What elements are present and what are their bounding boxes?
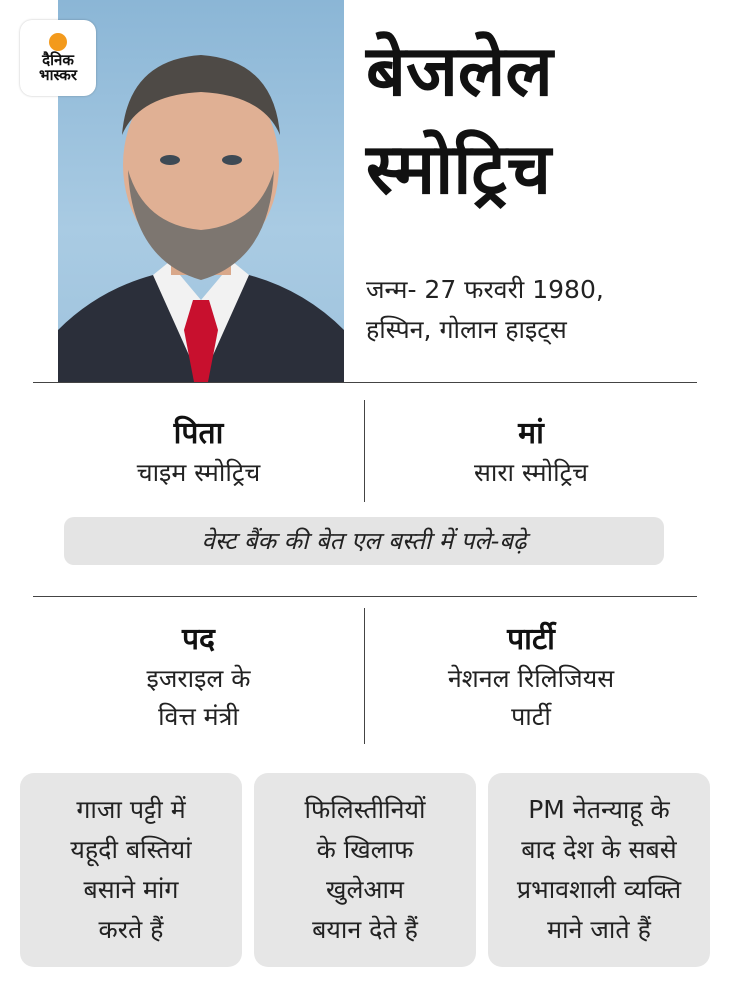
- fact-line: PM नेतन्याहू के: [528, 795, 670, 824]
- birth-info: [366, 270, 604, 350]
- fact-line: के खिलाफ: [316, 835, 414, 864]
- fact-card: [20, 773, 242, 967]
- mother-name: सारा स्मोट्रिच: [473, 458, 589, 487]
- party-label: पार्टी: [507, 622, 555, 657]
- logo-sun-icon: [49, 33, 67, 51]
- birth-line2: हस्पिन, गोलान हाइट्स: [366, 315, 567, 344]
- fact-line: बसाने मांग: [83, 875, 179, 904]
- portrait-photo: [58, 0, 344, 382]
- logo-text-line2: भास्कर: [39, 66, 77, 84]
- party-line1: नेशनल रिलिजियस: [447, 664, 615, 693]
- post-label: पद: [182, 622, 215, 657]
- upbringing-banner: वेस्ट बैंक की बेत एल बस्ती में पले-बढ़े: [64, 517, 664, 565]
- post-line1: इजराइल के: [146, 664, 251, 693]
- father-label: पिता: [173, 416, 224, 451]
- fact-card: [254, 773, 476, 967]
- profile-name: [366, 22, 553, 218]
- mother-label: मां: [518, 416, 544, 451]
- father-cell: [33, 414, 364, 492]
- mother-cell: [365, 414, 697, 492]
- fact-line: माने जाते हैं: [547, 915, 651, 944]
- divider-middle: [33, 596, 697, 597]
- fact-line: खुलेआम: [326, 875, 404, 904]
- fact-card: [488, 773, 710, 967]
- party-cell: [365, 620, 697, 736]
- fact-line: गाजा पट्टी में: [76, 795, 186, 824]
- fact-line: यहूदी बस्तियां: [70, 835, 192, 864]
- name-line1: बेजलेल: [366, 30, 553, 112]
- logo-text-line1: दैनिक: [42, 51, 74, 69]
- fact-line: करते हैं: [98, 915, 164, 944]
- portrait-illustration: [58, 0, 344, 382]
- father-name: चाइम स्मोट्रिच: [136, 458, 261, 487]
- divider-top: [33, 382, 697, 383]
- name-line2: स्मोट्रिच: [366, 128, 552, 210]
- post-cell: [33, 620, 364, 736]
- fact-line: फिलिस्तीनियों: [304, 795, 426, 824]
- fact-line: बाद देश के सबसे: [521, 835, 677, 864]
- fact-line: प्रभावशाली व्यक्ति: [516, 875, 682, 904]
- post-line2: वित्त मंत्री: [158, 702, 239, 731]
- dainik-bhaskar-logo: [20, 20, 96, 96]
- fact-line: बयान देते हैं: [312, 915, 418, 944]
- birth-line1: जन्म- 27 फरवरी 1980,: [366, 275, 604, 304]
- party-line2: पार्टी: [511, 702, 551, 731]
